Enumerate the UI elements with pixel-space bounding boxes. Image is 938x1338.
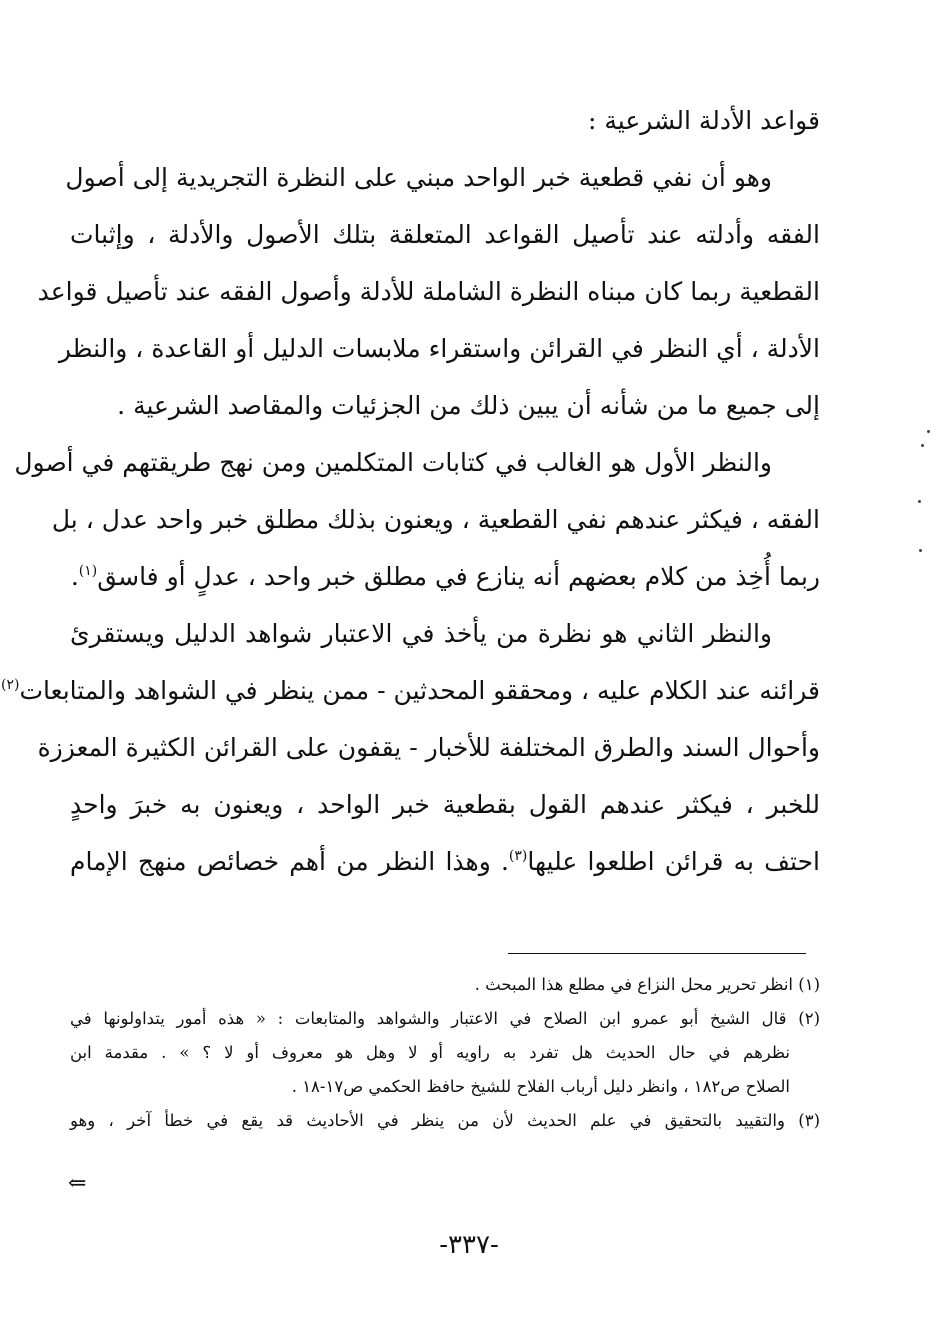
continued-arrow-icon: ⇐ [68,1171,87,1196]
section-heading: قواعد الأدلة الشرعية : [588,106,820,135]
footnote-3: (٣) والتقييد بالتحقيق في علم الحديث لأن من ينظر في الأحاديث قد يقع في خطأ آخر ، وهو [70,1111,820,1130]
footnote-ref-2[interactable]: (٢) [1,677,20,693]
paragraph-1-line: إلى جميع ما من شأنه أن يبين ذلك من الجزئيات والمقاصد الشرعية . [117,391,820,420]
footnote-2-line: الصلاح ص١٨٢ ، وانظر دليل أرباب الفلاح للشيخ حافظ الحكمي ص١٧-١٨ . [291,1077,790,1096]
scan-speck [919,549,922,552]
paragraph-3-tail: . وهذا النظر من أهم خصائص منهج الإمام [70,847,509,876]
footnote-2-line: نظرهم في حال الحديث هل تفرد به راويه أو لا وهل هو معروف أو لا ؟ » . مقدمة ابن [70,1043,790,1062]
footnote-ref-1[interactable]: (١) [78,563,98,579]
paragraph-1-line: الفقه وأدلته عند تأصيل القواعد المتعلقة بتلك الأصول والأدلة ، وإثبات [70,220,820,249]
paragraph-3-line: والنظر الثاني هو نظرة من يأخذ في الاعتبار شواهد الدليل ويستقرئ [70,619,772,648]
paragraph-3-text: قرائنه عند الكلام عليه ، ومحققو المحدثين - ممن ينظر في الشواهد والمتابعات [19,676,820,705]
paragraph-2-text: ربما أُخِذ من كلام بعضهم أنه ينازع في مطلق خبر واحد ، عدلٍ أو فاسق [97,562,820,591]
paragraph-1-line: الأدلة ، أي النظر في القرائن واستقراء ملابسات الدليل أو القاعدة ، والنظر [58,334,820,363]
footnotes [70,968,820,1138]
footnote-ref-3[interactable]: (٣) [508,848,528,864]
footnote-separator [508,953,806,954]
paragraph-3-line [70,833,820,890]
paragraph-3-text: احتف به قرائن اطلعوا عليها [527,847,820,876]
paragraph-2-line: الفقه ، فيكثر عندهم نفي القطعية ، ويعنون بذلك مطلق خبر واحد عدل ، بل [51,505,820,534]
paragraph-2-end: . [70,562,79,591]
footnote-2-line: (٢) قال الشيخ أبو عمرو ابن الصلاح في الاعتبار والشواهد والمتابعات : « هذه أمور يتداولونها في [70,1009,820,1028]
page-number: -٣٣٧- [439,1230,499,1260]
paragraph-3-line: للخبر ، فيكثر عندهم القول بقطعية خبر الواحد ، ويعنون به خبرَ واحدٍ [70,790,820,819]
paragraph-2-line [70,548,820,605]
footnote-1: (١) انظر تحرير محل النزاع في مطلع هذا المبحث . [474,975,820,994]
main-text [1,92,820,890]
scan-speck [921,444,924,447]
scan-speck [927,430,930,433]
paragraph-1-line: وهو أن نفي قطعية خبر الواحد مبني على النظرة التجريدية إلى أصول [65,163,772,192]
paragraph-2-line: والنظر الأول هو الغالب في كتابات المتكلمين ومن نهج طريقتهم في أصول [14,448,772,477]
paragraph-3-line [1,662,820,719]
scan-speck [918,500,921,503]
paragraph-3-line: وأحوال السند والطرق المختلفة للأخبار - يقفون على القرائن الكثيرة المعززة [37,733,820,762]
paragraph-1-line: القطعية ربما كان مبناه النظرة الشاملة للأدلة وأصول الفقه عند تأصيل قواعد [37,277,820,306]
